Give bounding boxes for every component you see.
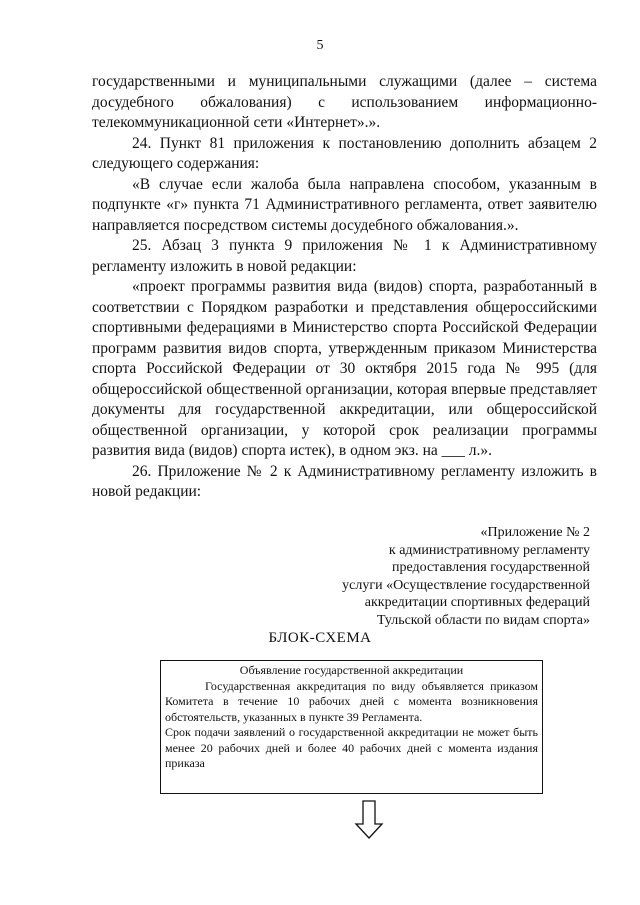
page-number: 5	[316, 38, 324, 53]
appendix-header	[320, 524, 590, 629]
appendix-line: предоставления государственной	[391, 560, 590, 575]
appendix-line: аккредитации спортивных федераций	[364, 595, 590, 610]
block-scheme-title: БЛОК-СХЕМА	[268, 630, 372, 646]
paragraph-item-25: 25. Абзац 3 пункта 9 приложения № 1 к Административному регламенту изложить в новой редакции:	[92, 237, 597, 275]
appendix-line: «Приложение № 2	[480, 525, 590, 540]
paragraph-quote-24: «В случае если жалоба была направлена способом, указанным в подпункте «г» пункта 71 Административного регламента, ответ заявителю направляется посредством системы досудебного обжалования.».	[92, 175, 597, 234]
flow-box-paragraph: Срок подачи заявлений о государственной аккредитации не может быть менее 20 рабочих дней и более 40 рабочих дней с момента издания приказа	[165, 725, 538, 770]
appendix-line: к административному регламенту	[388, 542, 590, 558]
flow-box-announcement	[160, 660, 543, 794]
paragraph-continuation: государственными и муниципальными служащими (далее – система досудебного обжалования) с использованием информационно-телекоммуникационной сети «Интернет».».	[92, 73, 597, 131]
appendix-line: Тульской области по видам спорта»	[376, 612, 590, 628]
appendix-line: услуги «Осуществление государственной	[342, 577, 590, 593]
document-body	[92, 72, 597, 503]
paragraph-item-24: 24. Пункт 81 приложения к постановлению дополнить абзацем 2 следующего содержания:	[92, 134, 597, 172]
flow-box-title: Объявление государственной аккредитации	[239, 663, 464, 677]
flow-box-paragraph: Государственная аккредитация по виду объявляется приказом Комитета в течение 10 рабочих дней с момента возникновения обстоятельств, указанных в пункте 39 Регламента.	[165, 678, 538, 724]
paragraph-item-26: 26. Приложение № 2 к Административному регламенту изложить в новой редакции:	[92, 462, 597, 500]
paragraph-quote-25: «проект программы развития вида (видов) спорта, разработанный в соответствии с Порядком разработки и представления общероссийскими спортивными федерациями в Министерство спорта Российской Федерации программ развития видов спорта, утвержденным приказом Министерства спорта Российской Федерации от 30 октября 2015 года № 995 (для общероссийской общественной организации, которая впервые представляет документы для государственной аккредитации, или общероссийской общественной организации, у которой срок реализации программы развития вида (видов) спорта истек), в одном экз. на ___ л.».	[92, 278, 597, 459]
down-arrow-icon	[354, 800, 384, 840]
